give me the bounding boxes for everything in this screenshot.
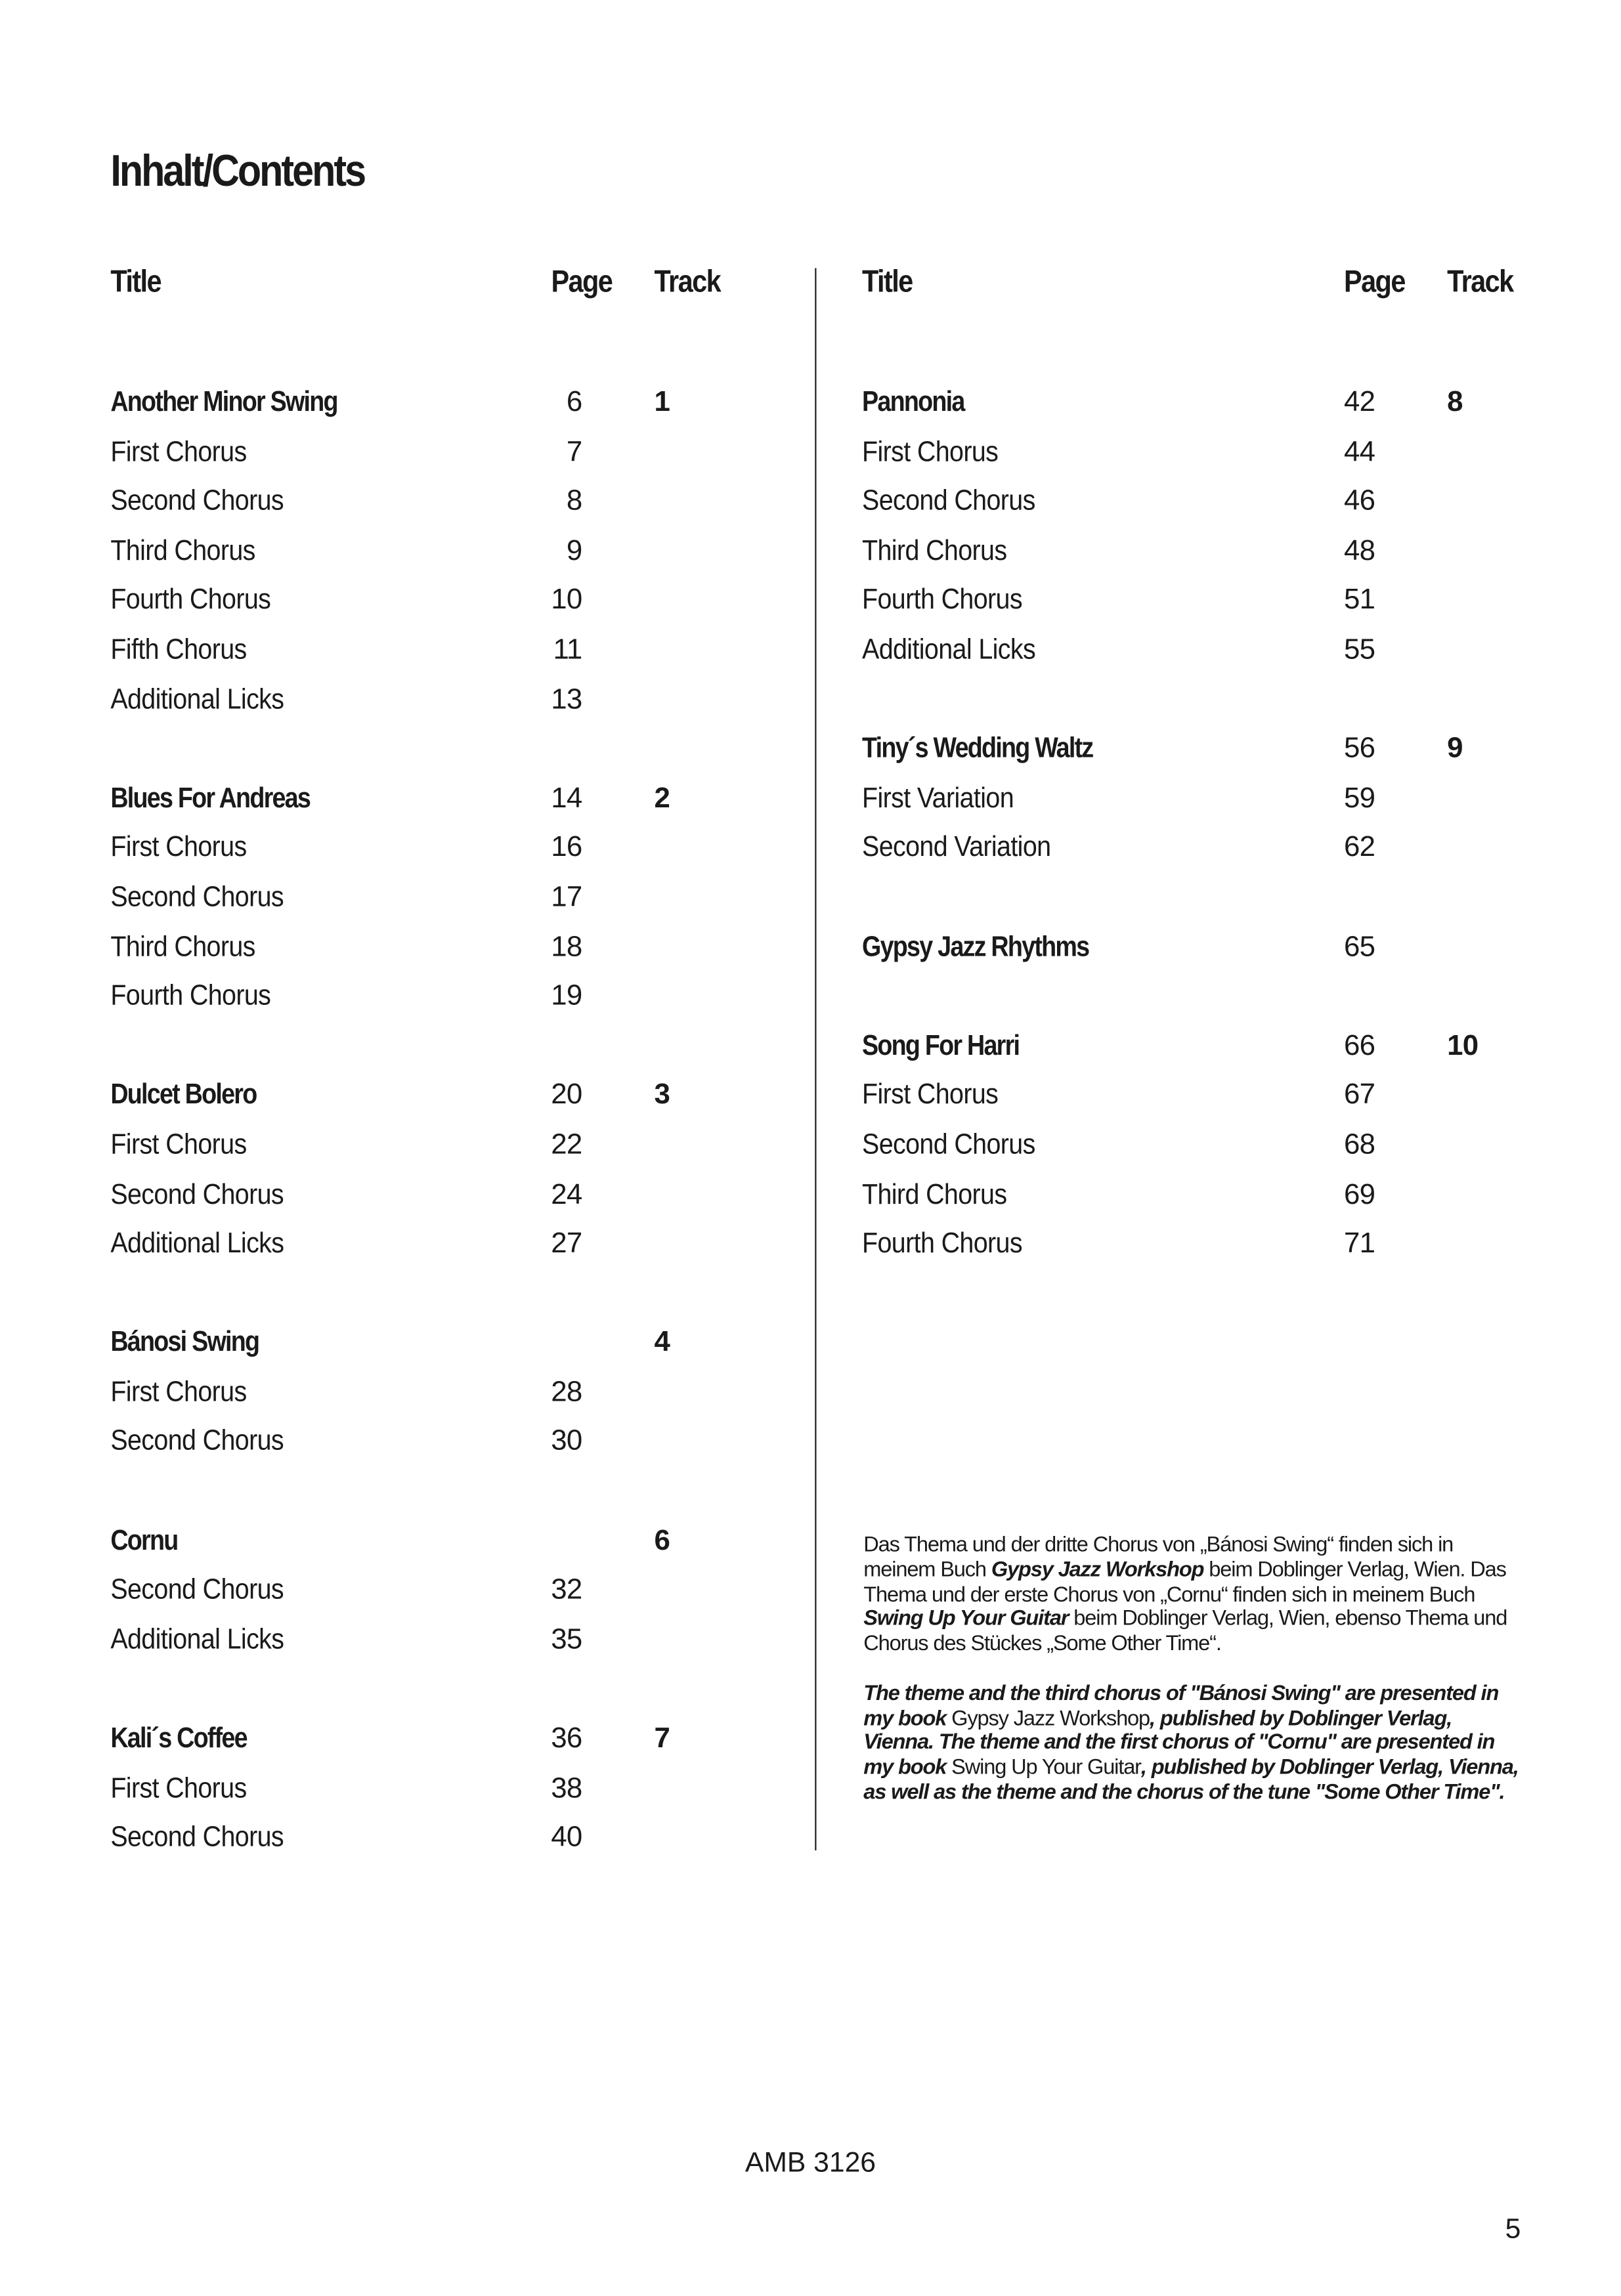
contents-column-left (110, 265, 759, 1913)
entry-title: Additional Licks (110, 683, 284, 715)
entry-page: 14 (551, 782, 582, 815)
entry-track: 4 (654, 1326, 670, 1359)
entry-title: Fourth Chorus (110, 584, 271, 617)
entry-title: First Chorus (110, 1128, 247, 1161)
entry-title: Fourth Chorus (862, 1227, 1022, 1260)
entry-page: 35 (551, 1623, 582, 1656)
entry-title: Second Chorus (862, 484, 1035, 518)
tune-group (110, 1319, 759, 1467)
entry-title: Bánosi Swing (110, 1326, 259, 1359)
entry-title: Gypsy Jazz Rhythms (862, 930, 1089, 963)
entry-title: Tiny´s Wedding Waltz (862, 732, 1093, 765)
entry-page: 11 (553, 633, 582, 666)
entry-page: 44 (1343, 435, 1375, 468)
sub-entry (110, 973, 759, 1022)
entry-title: Third Chorus (862, 534, 1007, 567)
entry-page: 40 (551, 1821, 582, 1854)
entry-title: Second Chorus (110, 1821, 284, 1854)
tune-group (110, 379, 759, 725)
tune-group (862, 725, 1540, 874)
entry-page: 13 (551, 683, 582, 715)
sub-entry (110, 1121, 759, 1170)
entry-page: 46 (1343, 484, 1375, 518)
entry-title: Second Chorus (862, 1128, 1035, 1161)
header-page: Page (551, 265, 613, 299)
tune-entry (862, 725, 1540, 775)
book-title: Gypsy Jazz Workshop (991, 1558, 1204, 1583)
sub-entry (862, 1170, 1540, 1220)
page-title: Inhalt/Contents (110, 147, 365, 196)
tune-entry (110, 1319, 759, 1368)
entry-page: 65 (1343, 930, 1375, 963)
entry-page: 69 (1343, 1178, 1375, 1210)
entry-page: 24 (551, 1178, 582, 1210)
entry-page: 22 (551, 1128, 582, 1161)
note-text: Das Thema und der dritte Chorus von „Bánosi Swing“ finden sich in meinem Buch (863, 1533, 1454, 1583)
header-title: Title (110, 265, 161, 299)
entry-page: 10 (551, 584, 582, 617)
entry-title: Third Chorus (110, 930, 255, 963)
entry-title: Another Minor Swing (110, 386, 337, 419)
note-text: The theme and the third chorus of "Bánosi Swing" are presented in my book (863, 1682, 1499, 1731)
contents-list (110, 379, 759, 1863)
entry-page: 68 (1343, 1128, 1375, 1161)
entry-page: 38 (551, 1772, 582, 1804)
entry-track: 9 (1447, 732, 1463, 765)
note-english (863, 1682, 1526, 1806)
tune-group (862, 1022, 1540, 1269)
entry-track: 8 (1447, 386, 1463, 419)
sub-entry (110, 1418, 759, 1467)
header-track: Track (1447, 265, 1513, 299)
sub-entry (110, 626, 759, 675)
entry-page: 17 (551, 881, 582, 914)
sub-entry (862, 1071, 1540, 1120)
sub-entry (862, 1220, 1540, 1269)
tune-entry (862, 379, 1540, 428)
sub-entry (110, 576, 759, 626)
entry-title: Second Variation (862, 831, 1051, 864)
sub-entry (862, 428, 1540, 477)
sub-entry (862, 775, 1540, 824)
entry-page: 36 (551, 1722, 582, 1755)
entry-page: 16 (551, 831, 582, 864)
entry-track: 10 (1447, 1029, 1479, 1062)
entry-page: 62 (1343, 831, 1375, 864)
sub-entry (862, 626, 1540, 675)
entry-page: 42 (1343, 386, 1375, 419)
entry-title: Blues For Andreas (110, 782, 311, 815)
entry-title: Fifth Chorus (110, 633, 247, 666)
tune-group (862, 379, 1540, 675)
entry-page: 32 (551, 1573, 582, 1607)
column-divider (815, 268, 817, 1850)
tune-group (110, 1071, 759, 1269)
sub-entry (862, 824, 1540, 873)
sub-entry (110, 1814, 759, 1863)
entry-title: Second Chorus (110, 881, 284, 914)
header-page: Page (1343, 265, 1405, 299)
entry-page: 48 (1343, 534, 1375, 567)
sub-entry (110, 824, 759, 873)
sub-entry (110, 1566, 759, 1615)
sub-entry (862, 1121, 1540, 1170)
tune-entry (862, 923, 1540, 972)
tune-group (110, 1517, 759, 1665)
tune-entry (110, 775, 759, 824)
sub-entry (862, 527, 1540, 576)
entry-page: 28 (551, 1376, 582, 1409)
tune-group (862, 923, 1540, 972)
page-number: 5 (1505, 2214, 1521, 2245)
sub-entry (110, 1170, 759, 1220)
entry-page: 7 (566, 435, 582, 468)
tune-entry (110, 1517, 759, 1566)
tune-entry (862, 1022, 1540, 1071)
entry-title: Kali´s Coffee (110, 1722, 247, 1755)
book-title: Swing Up Your Guitar (863, 1607, 1069, 1632)
note-german (863, 1534, 1526, 1658)
sub-entry (110, 675, 759, 725)
entry-title: Cornu (110, 1524, 178, 1557)
tune-entry (110, 1715, 759, 1764)
sub-entry (110, 1764, 759, 1814)
entry-title: Song For Harri (862, 1029, 1020, 1062)
sub-entry (110, 1369, 759, 1418)
note-text: , published by Doblinger Verlag, Vienna, as well as the theme and the chorus of the tune "Some Other Time". (863, 1756, 1519, 1805)
entry-title: Fourth Chorus (862, 584, 1022, 617)
entry-page: 8 (566, 484, 582, 518)
entry-title: Third Chorus (862, 1178, 1007, 1210)
entry-title: Additional Licks (862, 633, 1036, 666)
sub-entry (110, 527, 759, 576)
sub-entry (110, 874, 759, 923)
entry-title: First Chorus (110, 435, 247, 468)
entry-page: 51 (1343, 584, 1375, 617)
entry-track: 3 (654, 1078, 670, 1112)
entry-page: 27 (551, 1227, 582, 1260)
entry-title: First Chorus (110, 831, 247, 864)
column-header (110, 265, 759, 315)
entry-title: Third Chorus (110, 534, 255, 567)
entry-title: Second Chorus (110, 1425, 284, 1458)
sub-entry (862, 478, 1540, 527)
entry-title: Second Chorus (110, 1573, 284, 1607)
entry-page: 55 (1343, 633, 1375, 666)
entry-page: 71 (1343, 1227, 1375, 1260)
tune-entry (110, 1071, 759, 1120)
header-title: Title (862, 265, 913, 299)
sub-entry (110, 1220, 759, 1269)
entry-page: 59 (1343, 782, 1375, 815)
entry-page: 30 (551, 1425, 582, 1458)
entry-track: 2 (654, 782, 670, 815)
entry-track: 7 (654, 1722, 670, 1755)
book-title: Gypsy Jazz Workshop (951, 1707, 1150, 1731)
tune-group (110, 1715, 759, 1863)
entry-page: 9 (566, 534, 582, 567)
entry-title: First Chorus (110, 1376, 247, 1409)
entry-track: 1 (654, 386, 670, 419)
sub-entry (110, 478, 759, 527)
sub-entry (110, 428, 759, 477)
entry-title: Dulcet Bolero (110, 1078, 257, 1112)
sub-entry (110, 1616, 759, 1665)
entry-title: Second Chorus (110, 484, 284, 518)
contents-column-right (862, 265, 1540, 1319)
tune-entry (110, 379, 759, 428)
entry-title: First Chorus (110, 1772, 247, 1804)
entry-page: 6 (566, 386, 582, 419)
note-text: , published by Doblinger Verlag, Vienna. The theme and the first chorus of "Cornu" are presented in my book (863, 1707, 1495, 1780)
sub-entry (110, 923, 759, 972)
entry-page: 20 (551, 1078, 582, 1112)
column-header (862, 265, 1540, 315)
tune-group (110, 775, 759, 1022)
entry-title: First Variation (862, 782, 1014, 815)
entry-title: First Chorus (862, 1078, 999, 1112)
book-title: Swing Up Your Guitar (951, 1756, 1141, 1780)
note-text: beim Doblinger Verlag, Wien. Das Thema und der erste Chorus von „Cornu“ finden sich in meinem Buch (863, 1558, 1506, 1607)
entry-page: 19 (551, 979, 582, 1013)
entry-title: Pannonia (862, 386, 964, 419)
entry-title: Second Chorus (110, 1178, 284, 1210)
sub-entry (862, 576, 1540, 626)
entry-title: Additional Licks (110, 1227, 284, 1260)
catalog-number: AMB 3126 (745, 2148, 876, 2179)
entry-page: 67 (1343, 1078, 1375, 1112)
entry-page: 56 (1343, 732, 1375, 765)
entry-title: Additional Licks (110, 1623, 284, 1656)
footnote (863, 1534, 1526, 1831)
entry-title: Fourth Chorus (110, 979, 271, 1013)
entry-page: 66 (1343, 1029, 1375, 1062)
entry-page: 18 (551, 930, 582, 963)
note-text: beim Doblinger Verlag, Wien, ebenso Thema und Chorus des Stückes „Some Other Time“. (863, 1607, 1507, 1657)
entry-title: First Chorus (862, 435, 999, 468)
header-track: Track (654, 265, 721, 299)
entry-track: 6 (654, 1524, 670, 1557)
contents-list (862, 379, 1540, 1269)
